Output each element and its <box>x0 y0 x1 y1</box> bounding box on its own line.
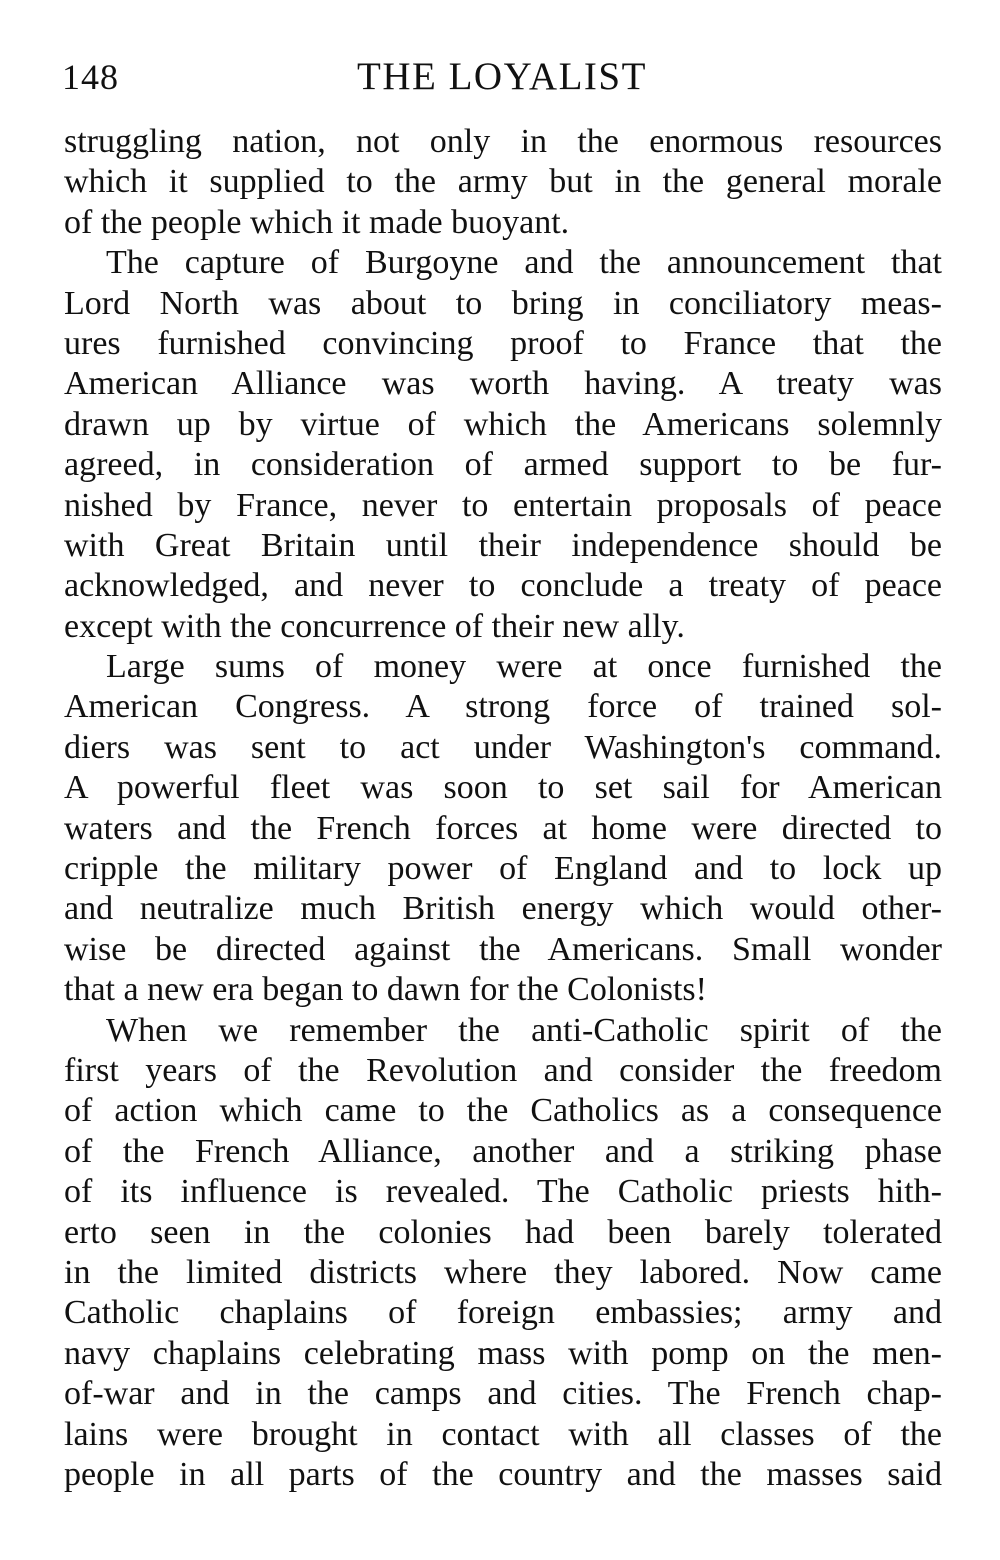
text-line: except with the concurrence of their new ally. <box>64 607 685 645</box>
text-line: of the French Alliance, another and a striking phase <box>64 1132 942 1170</box>
text-line: of its influence is revealed. The Catholic priests hith- <box>64 1173 942 1211</box>
text-line: Lord North was about to bring in conciliatory meas- <box>64 284 942 322</box>
body-text <box>64 122 942 1495</box>
text-line: which it supplied to the army but in the general morale <box>64 163 942 201</box>
page-header <box>62 52 942 102</box>
text-line: agreed, in consideration of armed support to be fur- <box>64 446 942 484</box>
text-line: American Alliance was worth having. A treaty was <box>64 365 942 403</box>
text-line: diers was sent to act under Washington's command. <box>64 728 942 766</box>
text-line: lains were brought in contact with all classes of the <box>64 1415 942 1453</box>
text-line: of the people which it made buoyant. <box>64 203 570 241</box>
text-line: acknowledged, and never to conclude a treaty of peace <box>64 567 942 605</box>
text-line: When we remember the anti-Catholic spirit of the <box>106 1011 942 1049</box>
text-line: people in all parts of the country and the masses said <box>64 1455 942 1493</box>
text-line: American Congress. A strong force of trained sol- <box>64 688 942 726</box>
text-line: of action which came to the Catholics as a consequence <box>64 1092 942 1130</box>
paragraph-3 <box>64 647 942 1011</box>
text-line: ures furnished convincing proof to France that the <box>64 324 942 362</box>
page-number: 148 <box>62 57 119 97</box>
paragraph-1 <box>64 122 942 243</box>
text-line: nished by France, never to entertain proposals of peace <box>64 486 942 524</box>
text-line: that a new era began to dawn for the Colonists! <box>64 971 707 1009</box>
text-line: wise be directed against the Americans. Small wonder <box>64 930 942 968</box>
text-line: A powerful fleet was soon to set sail for American <box>64 769 942 807</box>
text-line: Large sums of money were at once furnished the <box>106 648 942 686</box>
text-line: waters and the French forces at home were directed to <box>64 809 942 847</box>
paragraph-4 <box>64 1011 942 1496</box>
text-line: cripple the military power of England and to lock up <box>64 850 942 888</box>
text-line: and neutralize much British energy which would other- <box>64 890 942 928</box>
text-line: Catholic chaplains of foreign embassies; army and <box>64 1294 942 1332</box>
text-line: navy chaplains celebrating mass with pomp on the men- <box>64 1334 942 1372</box>
text-line: with Great Britain until their independence should be <box>64 526 942 564</box>
text-line: The capture of Burgoyne and the announcement that <box>106 244 942 282</box>
text-line: struggling nation, not only in the enormous resources <box>64 123 942 160</box>
text-line: drawn up by virtue of which the Americans solemnly <box>64 405 942 443</box>
text-line: in the limited districts where they labored. Now came <box>64 1253 942 1291</box>
text-line: erto seen in the colonies had been barely tolerated <box>64 1213 942 1251</box>
paragraph-2 <box>64 243 942 647</box>
text-line: first years of the Revolution and consider the freedom <box>64 1051 942 1089</box>
text-line: of-war and in the camps and cities. The French chap- <box>64 1375 942 1413</box>
running-title: THE LOYALIST <box>357 55 647 98</box>
